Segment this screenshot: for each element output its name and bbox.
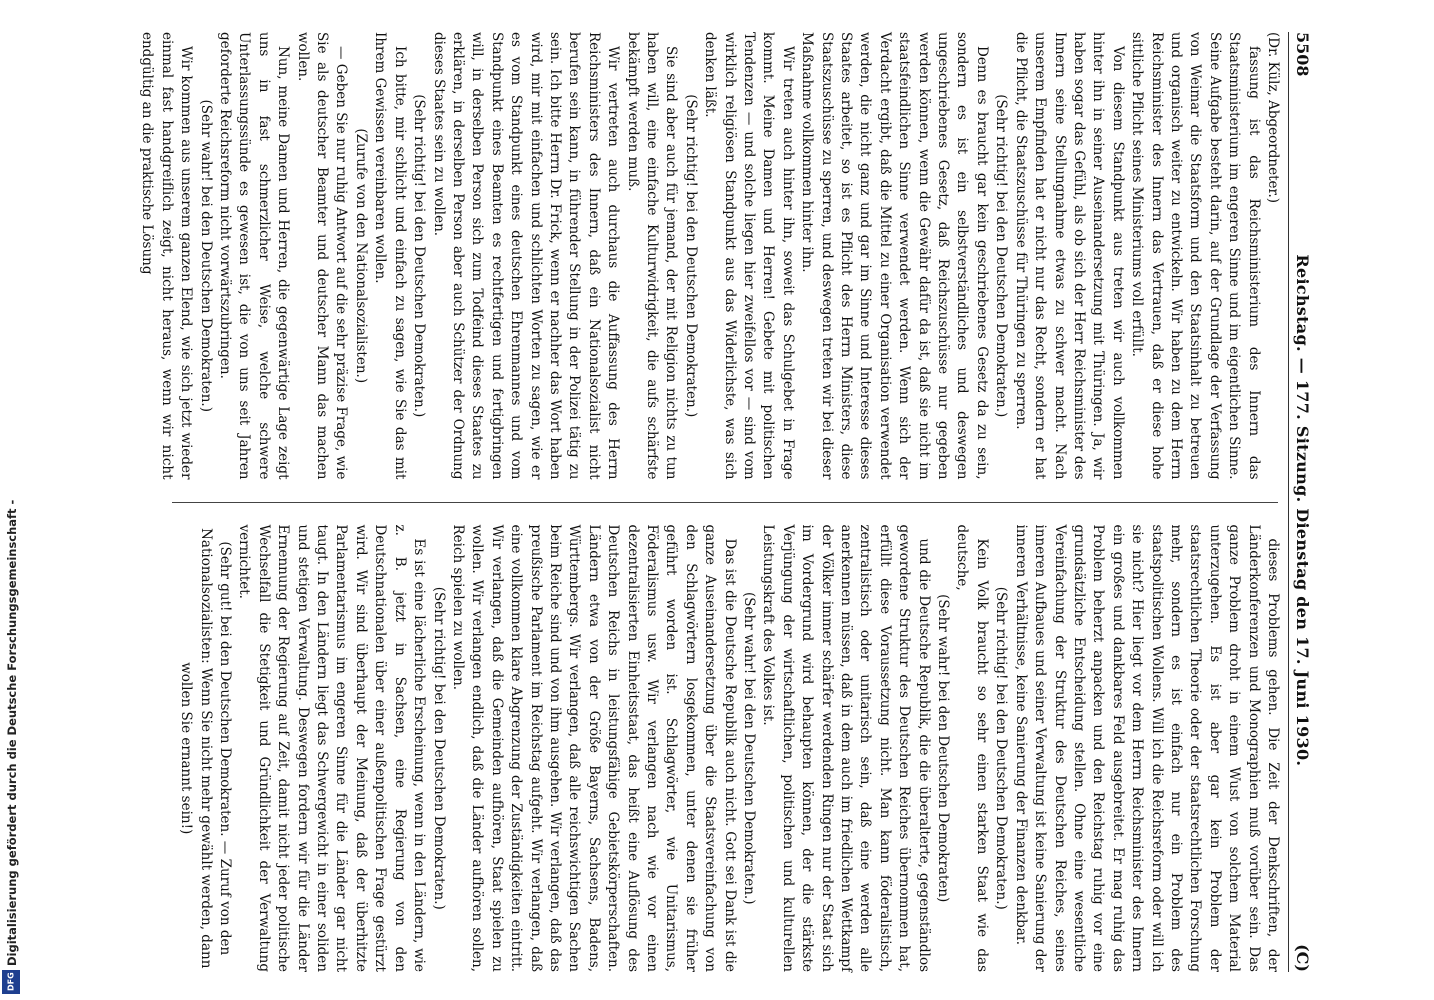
stage-direction: (Zurufe von den Nationalsozialisten.) xyxy=(352,128,369,384)
left-column xyxy=(139,32,1282,480)
right-column xyxy=(172,525,1282,973)
credit-text: Digitalisierung gefördert durch die Deutsche Forschungsgemeinschaft - xyxy=(5,499,19,966)
paragraph: — Geben Sie nur ruhig Antwort auf die sehr präzise Frage, wie Sie als deutscher Beamter und deutscher Mann das machen wollen. xyxy=(294,32,350,480)
paragraph: und die Deutsche Republik, die die überalterte, gegenständlos gewordene Struktur des Deutschen Reiches übernommen hat, erfüllt diese Voraussetzung nicht. Man kann föderalistisch, zentralistisch oder unitarisch sein, daß eine werden alle anerkennen müssen, daß in dem auch im friedlichen Wettkampf der Völker immer schärfer werdenden Ringen nur der Staat sich im Vordergrund wird behaupten können, der die stärkste Verjüngung der wirtschaftlichen, politischen und kulturellen Leistungskraft des Volkes ist. xyxy=(760,524,932,972)
paragraph: Ich bitte, mir schlicht und einfach zu sagen, wie Sie das mit Ihrem Gewissen vereinbaren wollen. xyxy=(372,32,408,480)
paragraph: Nun, meine Damen und Herren, die gegenwärtige Lage zeigt uns in fast schmerzlicher Weise, welche schwere Unterlassungssünde es gewesen ist, die von uns seit Jahren geforderte Reichsreform nicht vorwärtszubringen. xyxy=(217,32,292,480)
document-page xyxy=(120,0,1320,1000)
paragraph: Von diesem Standpunkt aus treten wir auch vollkommen hinter ihn in seiner Auseinandersetzung mit Thüringen. Ja, wir haben sogar das Gefühl, als ob sich der Herr Reichsminister des Innern seine Stellungnahme etwas zu schwer macht. Nach unserem Empfinden hat er nicht nur das Recht, sondern er hat die Pflicht, die Staatszuschüsse für Thüringen zu sperren. xyxy=(1012,32,1126,480)
paragraph: Wir kommen aus unserem ganzen Elend, wie sich jetzt wieder einmal fast handgreiflich zeigt, nicht heraus, wenn wir nicht endgültig an die praktische Lösung xyxy=(139,32,195,480)
page-header xyxy=(1288,32,1312,972)
stage-direction: (Sehr richtig! bei den Deutschen Demokraten.) xyxy=(430,586,447,910)
stage-direction: (Sehr wahr! bei den Deutschen Demokraten.) xyxy=(741,592,758,905)
speaker-label: (Dr. Külz, Abgeordneter.) xyxy=(1265,32,1281,204)
paragraph: Wir treten auch hinter ihn, soweit das Schulgebet in Frage kommt. Meine Damen und Herren! Gebete mit politischen Tendenzen — und solche liegen hier zweifellos vor — sind vom wirklich religiösen Standpunkt aus das Widerlichste, was sich denken läßt. xyxy=(702,32,796,480)
stage-direction: (Sehr gut! bei den Deutschen Demokraten. — Zuruf von den Nationalsozialisten: Wenn Sie nicht mehr gewählt werden, dann wollen Sie ernannt sein!) xyxy=(178,528,234,969)
paragraph: dieses Problems gehen. Die Zeit der Denkschriften, der Länderkonferenzen und Monographien muß vorüber sein. Das ganze Problem droht in einem Wust von solchem Material unterzugehen. Es ist aber gar kein Problem der staatsrechtlichen Theorie oder der staatsrechtlichen Forschung mehr, sondern es ist einfach nur ein Problem des staatspolitischen Wollens. Will ich die Reichsreform oder will ich sie nicht? Hier liegt vor dem Herrn Reichsminister des Innern ein großes und dankbares Feld ausgebreitet. Er mag ruhig das Problem beherzt anpacken und den Reichstag ruhig vor eine grundsätzliche Entscheidung stellen. Ohne eine wesentliche Vereinfachung der Struktur des Deutschen Reiches, seines inneren Aufbaues und seiner Verwaltung ist keine Sanierung der inneren Verhältnisse, keine Sanierung der Finanzen denkbar. xyxy=(1012,524,1281,972)
paragraph: fassung ist das Reichsministerium des Innern das Staatsministerium im engeren Sinne und im eigentlichen Sinne. Seine Aufgabe besteht darin, auf der Grundlage der Verfassung von Weimar die Staatsform und den Staatsinhalt zu betreuen und organisch weiter zu entwickeln. Wir haben zu dem Herrn Reichsminister des Innern das Vertrauen, daß er diese hohe sittliche Pflicht seines Ministeriums voll erfüllt. xyxy=(1129,32,1262,480)
stage-direction: (Sehr wahr! bei den Deutschen Demokraten.) xyxy=(197,99,214,412)
stage-direction: (Sehr richtig! bei den Deutschen Demokraten.) xyxy=(411,94,428,418)
paragraph: Denn es braucht gar kein geschriebenes Gesetz da zu sein, sondern es ist ein selbstverständliches und deswegen ungeschriebenes Gesetz, daß Reichszuschüsse nur gegeben werden können, wenn die Gewähr dafür da ist, daß sie nicht im staatsfeindlichen Sinne verwendet werden. Wenn sich der Verdacht ergibt, daß die Mittel zu einer Organisation verwendet werden, die nicht ganz und gar im Sinne und Interesse dieses Staates arbeitet, so ist es Pflicht des Herrn Ministers, diese Staatszuschüsse zu sperren, und deswegen treten wir bei dieser Maßnahme vollkommen hinter ihn. xyxy=(799,32,990,480)
digitization-credit xyxy=(0,0,22,1000)
column-divider xyxy=(172,502,1278,503)
paragraph: Das ist die Deutsche Republik auch nicht. Gott sei Dank ist die ganze Auseinandersetzung über die Staatsvereinfachung von den Schlagwörtern losgekommen, unter denen sie früher geführt worden ist. Schlagwörter, wie Unitarismus, Föderalismus usw. Wir verlangen nach wie vor einen dezentralisierten Einheitsstaat, das heißt eine Auflösung des Deutschen Reichs in leistungsfähige Gebietskörperschaften. Ländern etwa von der Größe Bayerns, Sachsens, Badens, Württembergs. Wir verlangen, daß alle reichswichtigen Sachen beim Reiche sind und von ihm ausgehen. Wir verlangen, daß das preußische Parlament im Reichstag aufgeht. Wir verlangen, daß eine vollkommen klare Abgrenzung der Zuständigkeiten eintritt. Wir verlangen, daß die Gemeinden aufhören, Staat spielen zu wollen. Wir verlangen endlich, daß die Länder aufhören sollen, Reich spielen zu wollen. xyxy=(449,524,738,972)
paragraph: Sie sind aber auch für jemand, der mit Religion nichts zu tun haben will, eine einfache Kulturwidrigkeit, die aufs schärfste bekämpft werden muß. xyxy=(624,32,680,480)
paragraph: Es ist eine lächerliche Erscheinung, wenn in den Ländern, wie z. B. jetzt in Sachsen, eine Regierung von den Deutschnationalen über einer außenpolitischen Frage gestürzt wird. Wir sind überhaupt der Meinung, daß der überhitzte Parlamentarismus im engeren Sinne für die Länder gar nicht taugt. In den Ländern liegt das Schwergewicht in einer soliden und stetigen Verwaltung. Deswegen fordern wir für die Länder Ernennung der Regierung auf Zeit, damit nicht jeder politische Wechselfall die Stetigkeit und Gründlichkeit der Verwaltung vernichtet. xyxy=(236,524,428,972)
page-title: Reichstag. — 177. Sitzung. Dienstag den 17. Juni 1930. xyxy=(1293,254,1312,767)
stage-direction: (Sehr richtig! bei den Deutschen Demokraten.) xyxy=(682,94,699,418)
text-columns xyxy=(139,32,1282,972)
marker-c: (C) xyxy=(1293,944,1312,972)
dfg-logo: DFG xyxy=(2,970,20,994)
page-number: 5508 xyxy=(1293,32,1312,77)
stage-direction: (Sehr richtig! bei den Deutschen Demokraten.) xyxy=(993,586,1010,910)
stage-direction: (Sehr richtig! bei den Deutschen Demokraten.) xyxy=(993,94,1010,418)
stage-direction: (Sehr wahr! bei den Deutschen Demokraten) xyxy=(935,594,952,903)
paragraph: Kein Volk braucht so sehr einen starken Staat wie das deutsche, xyxy=(954,524,990,972)
paragraph: Wir vertreten auch durchaus die Auffassung des Herrn Reichsministers des Innern, daß ein Nationalsozialist nicht berufen sein kann, in führender Stellung in der Polizei tätig zu sein. Ich bitte Herrn Dr. Frick, wenn er nachher das Wort haben wird, mir mit einfachen und schlichten Worten zu sagen, wie er es vom Standpunkt eines deutschen Ehrenmannes und vom Standpunkt eines Beamten es rechtfertigen und fertigbringen will, in derselben Person sich zum Todfeind dieses Staates zu erklären, in derselben Person aber auch Schützer der Ordnung dieses Staates sein zu wollen. xyxy=(430,32,622,480)
